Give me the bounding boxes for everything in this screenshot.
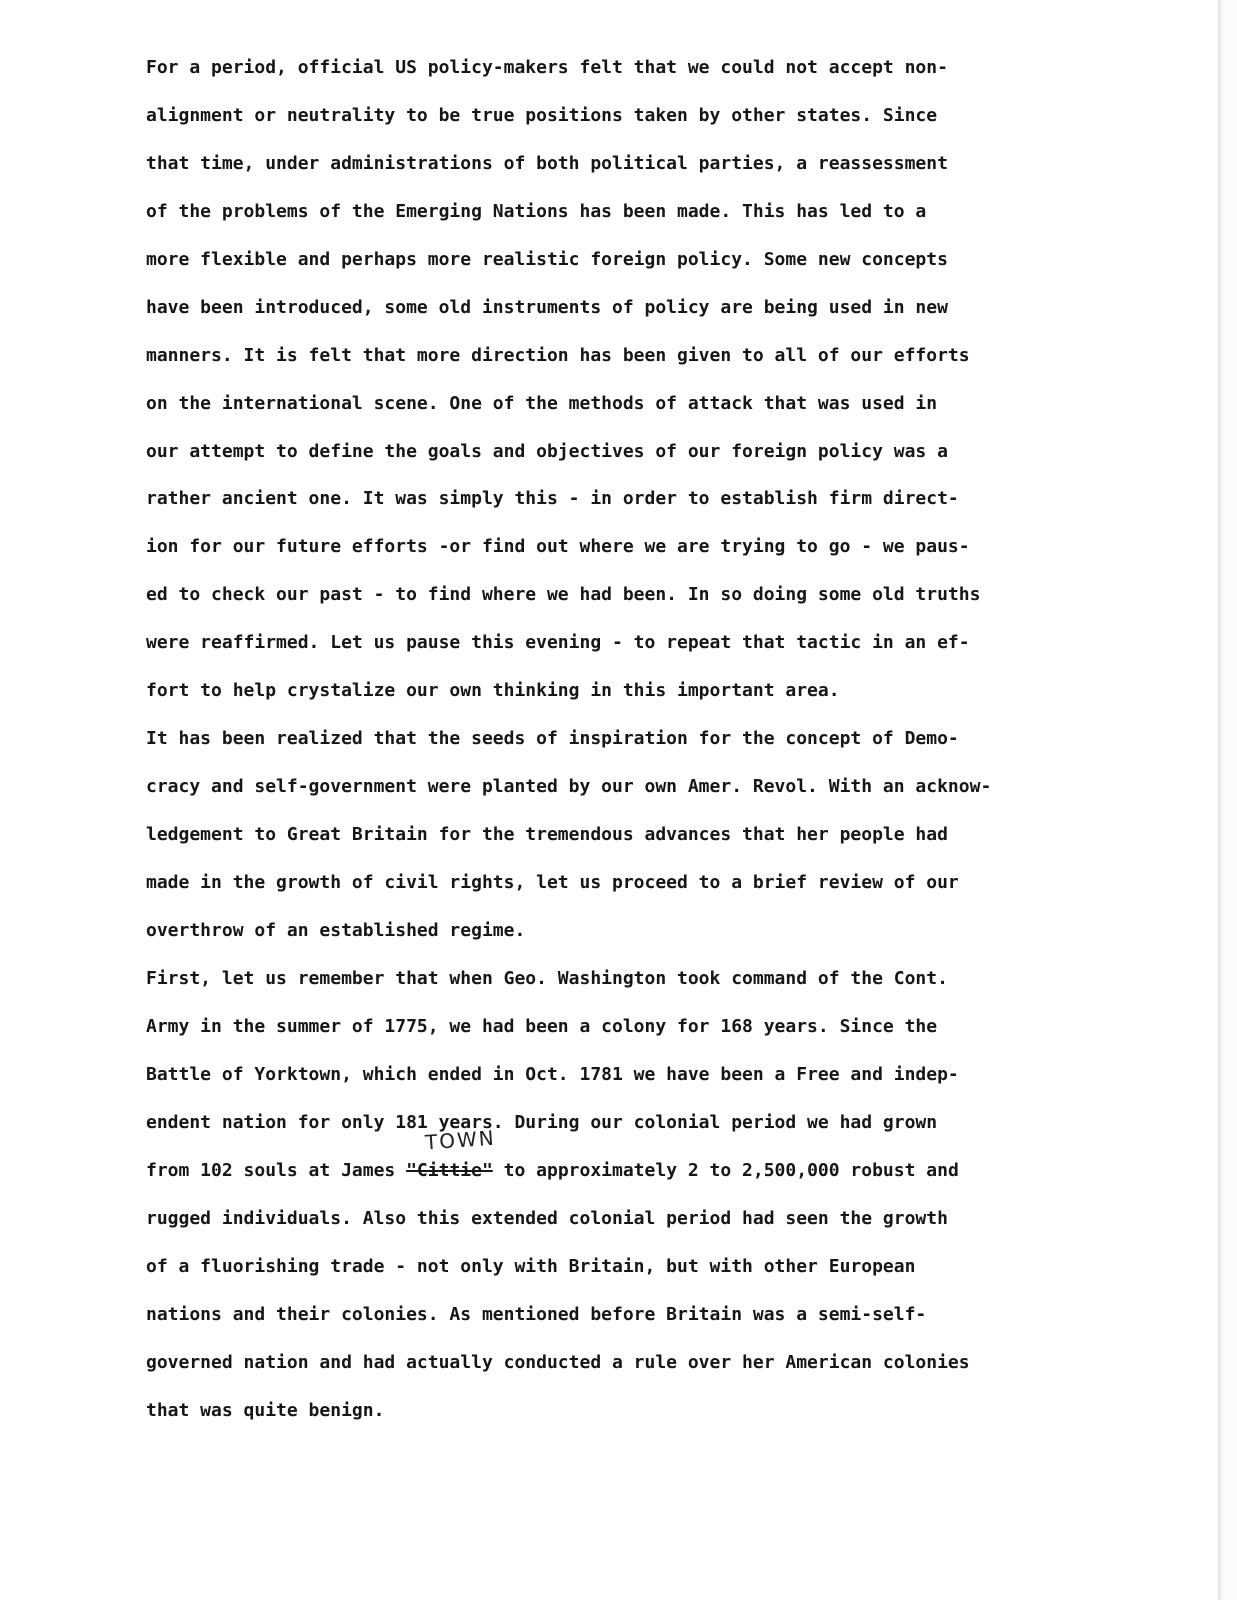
- text-line: endent nation for only 181 years. During our colonial period we had grown: [146, 1112, 938, 1133]
- text-line: that time, under administrations of both political parties, a reassessment: [146, 153, 948, 174]
- text-line: ed to check our past - to find where we had been. In so doing some old truths: [146, 584, 981, 605]
- text-line: of a fluorishing trade - not only with Britain, but with other European: [146, 1256, 916, 1277]
- text-line: fort to help crystalize our own thinking in this important area.: [146, 680, 840, 701]
- text-line: alignment or neutrality to be true positions taken by other states. Since: [146, 105, 938, 126]
- text-line: governed nation and had actually conducted a rule over her American colonies: [146, 1352, 970, 1373]
- struck-word: "Cittie": [406, 1160, 493, 1181]
- text-line: ledgement to Great Britain for the tremendous advances that her people had: [146, 824, 948, 845]
- text-line: cracy and self-government were planted by our own Amer. Revol. With an acknow-: [146, 776, 992, 797]
- text-line: more flexible and perhaps more realistic foreign policy. Some new concepts: [146, 249, 948, 270]
- text-line: have been introduced, some old instruments of policy are being used in new: [146, 297, 948, 318]
- text-line: that was quite benign.: [146, 1400, 385, 1421]
- text-line: Battle of Yorktown, which ended in Oct. 1781 we have been a Free and indep-: [146, 1064, 959, 1085]
- text-line: Army in the summer of 1775, we had been a colony for 168 years. Since the: [146, 1016, 938, 1037]
- handwritten-correction: TOWN: [424, 1125, 497, 1155]
- text-line: were reaffirmed. Let us pause this evening - to repeat that tactic in an ef-: [146, 632, 970, 653]
- text-line-with-correction: [146, 1159, 959, 1183]
- text-line: on the international scene. One of the methods of attack that was used in: [146, 393, 938, 414]
- text-line: rugged individuals. Also this extended colonial period had seen the growth: [146, 1208, 948, 1229]
- text-line: rather ancient one. It was simply this - in order to establish firm direct-: [146, 488, 959, 509]
- text-line: manners. It is felt that more direction has been given to all of our efforts: [146, 345, 970, 366]
- line-segment: from 102 souls at James: [146, 1160, 407, 1181]
- text-line: First, let us remember that when Geo. Washington took command of the Cont.: [146, 968, 948, 989]
- text-line: nations and their colonies. As mentioned before Britain was a semi-self-: [146, 1304, 927, 1325]
- text-line: overthrow of an established regime.: [146, 920, 526, 941]
- text-line: For a period, official US policy-makers felt that we could not accept non-: [146, 57, 948, 78]
- line-segment: to approximately 2 to 2,500,000 robust and: [492, 1160, 959, 1181]
- text-line: made in the growth of civil rights, let us proceed to a brief review of our: [146, 872, 959, 893]
- text-line: our attempt to define the goals and objectives of our foreign policy was a: [146, 441, 948, 462]
- text-line: of the problems of the Emerging Nations has been made. This has led to a: [146, 201, 927, 222]
- text-line: It has been realized that the seeds of inspiration for the concept of Demo-: [146, 728, 959, 749]
- text-line: ion for our future efforts -or find out where we are trying to go - we paus-: [146, 536, 970, 557]
